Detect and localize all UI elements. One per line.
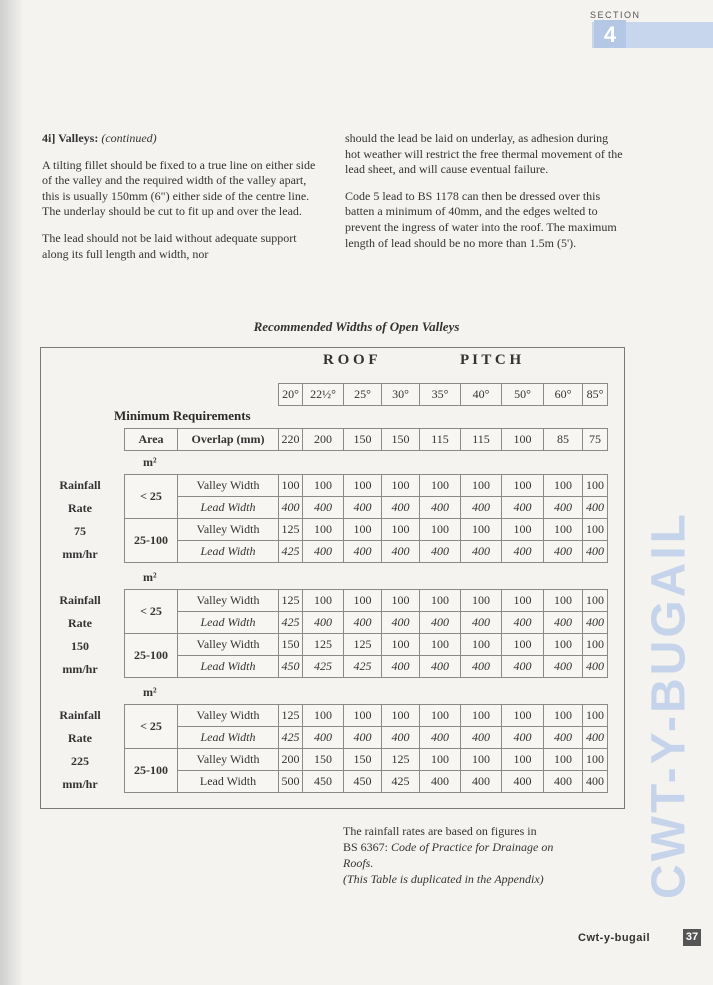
table-cell: 100 bbox=[382, 475, 420, 497]
table-cell: 400 bbox=[544, 771, 583, 793]
valley-width-label: Valley Width bbox=[178, 590, 279, 612]
table-cell: 100 bbox=[544, 475, 583, 497]
table-cell: 100 bbox=[420, 475, 461, 497]
table-cell: 400 bbox=[420, 612, 461, 634]
table-row bbox=[125, 519, 608, 541]
table-cell: 400 bbox=[502, 612, 544, 634]
table-cell: 100 bbox=[461, 475, 502, 497]
table-cell: 400 bbox=[502, 497, 544, 519]
table-cell: 400 bbox=[544, 727, 583, 749]
table-cell: 100 bbox=[420, 519, 461, 541]
heading-continued: (continued) bbox=[101, 131, 157, 145]
valley-width-label: Valley Width bbox=[178, 519, 279, 541]
table-footnote bbox=[343, 823, 613, 887]
rainfall-group-table bbox=[124, 589, 608, 678]
table-cell: 425 bbox=[279, 727, 303, 749]
overlap-cell: 115 bbox=[461, 429, 502, 451]
overlap-cell: 150 bbox=[382, 429, 420, 451]
overlap-row bbox=[125, 429, 608, 451]
rainfall-rate-label: Rainfall bbox=[59, 478, 101, 492]
section-label: SECTION bbox=[590, 10, 641, 20]
table-cell: 100 bbox=[544, 519, 583, 541]
pitch-cell: 50° bbox=[502, 384, 544, 406]
table-cell: 450 bbox=[279, 656, 303, 678]
table-cell: 100 bbox=[344, 705, 382, 727]
table-cell: 150 bbox=[279, 634, 303, 656]
table-cell: 100 bbox=[502, 519, 544, 541]
rainfall-rate-label: 225 bbox=[71, 753, 89, 768]
table-cell: 100 bbox=[382, 634, 420, 656]
table-cell: 100 bbox=[382, 590, 420, 612]
pitch-row bbox=[279, 384, 608, 406]
area-unit-label: m² bbox=[143, 570, 157, 584]
overlap-header: Overlap (mm) bbox=[178, 429, 279, 451]
rainfall-rate-label: mm/hr bbox=[62, 776, 98, 791]
table-cell: 425 bbox=[382, 771, 420, 793]
pitch-label: P I T C H bbox=[460, 352, 522, 368]
overlap-table bbox=[124, 428, 608, 451]
watermark-text: CWT-Y-BUGAIL bbox=[642, 511, 696, 899]
valley-width-label: Valley Width bbox=[178, 705, 279, 727]
pitch-header-table bbox=[278, 383, 608, 406]
rainfall-group-table bbox=[124, 474, 608, 563]
table-row bbox=[125, 749, 608, 771]
rainfall-rate-label: 150 bbox=[71, 638, 89, 653]
table-cell: 100 bbox=[502, 634, 544, 656]
table-cell: 450 bbox=[303, 771, 344, 793]
table-cell: 100 bbox=[382, 705, 420, 727]
table-cell: 400 bbox=[420, 727, 461, 749]
table-cell: 200 bbox=[279, 749, 303, 771]
heading-title: 4i] Valleys: bbox=[42, 131, 99, 145]
table-cell: 500 bbox=[279, 771, 303, 793]
lead-width-label: Lead Width bbox=[178, 612, 279, 634]
table-cell: 400 bbox=[502, 541, 544, 563]
table-row bbox=[125, 541, 608, 563]
table-cell: 100 bbox=[420, 634, 461, 656]
table-cell: 400 bbox=[303, 612, 344, 634]
overlap-cell: 100 bbox=[502, 429, 544, 451]
table-cell: 100 bbox=[461, 749, 502, 771]
table-cell: 400 bbox=[583, 727, 608, 749]
table-cell: 100 bbox=[544, 705, 583, 727]
table-cell: 400 bbox=[420, 771, 461, 793]
overlap-cell: 115 bbox=[420, 429, 461, 451]
footnote-appendix: (This Table is duplicated in the Appendix) bbox=[343, 872, 544, 886]
table-cell: 400 bbox=[344, 727, 382, 749]
paragraph: Code 5 lead to BS 1178 can then be dressed over this batten a minimum of 40mm, and the edges welted to prevent the ingress of water into the roof. The maximum length of lead should be no more than 1.5m (5'). bbox=[345, 188, 617, 250]
lead-width-label: Lead Width bbox=[178, 771, 279, 793]
table-cell: 400 bbox=[461, 771, 502, 793]
area-cell: 25-100 bbox=[125, 634, 178, 678]
valley-width-label: Valley Width bbox=[178, 634, 279, 656]
table-cell: 400 bbox=[461, 727, 502, 749]
table-cell: 100 bbox=[303, 590, 344, 612]
lead-width-label: Lead Width bbox=[178, 656, 279, 678]
table-row bbox=[125, 656, 608, 678]
table-cell: 100 bbox=[420, 705, 461, 727]
rainfall-rate-label: Rainfall bbox=[59, 593, 101, 607]
table-cell: 400 bbox=[502, 656, 544, 678]
pitch-cell: 20° bbox=[279, 384, 303, 406]
table-cell: 125 bbox=[279, 705, 303, 727]
table-row bbox=[125, 497, 608, 519]
area-unit-label: m² bbox=[143, 685, 157, 699]
pitch-cell: 85° bbox=[583, 384, 608, 406]
table-cell: 125 bbox=[303, 634, 344, 656]
area-cell: < 25 bbox=[125, 590, 178, 634]
table-cell: 400 bbox=[461, 541, 502, 563]
table-cell: 400 bbox=[583, 497, 608, 519]
table-cell: 100 bbox=[344, 519, 382, 541]
table-cell: 100 bbox=[461, 634, 502, 656]
table-title: Recommended Widths of Open Valleys bbox=[253, 319, 460, 334]
table-cell: 400 bbox=[344, 612, 382, 634]
footer-brand: Cwt-y-bugail bbox=[578, 932, 650, 944]
table-cell: 425 bbox=[344, 656, 382, 678]
section-number: 4 bbox=[594, 20, 626, 48]
table-cell: 400 bbox=[420, 497, 461, 519]
table-cell: 100 bbox=[502, 705, 544, 727]
lead-width-label: Lead Width bbox=[178, 727, 279, 749]
table-row bbox=[125, 727, 608, 749]
table-cell: 100 bbox=[544, 749, 583, 771]
paragraph: The lead should not be laid without adequate support along its full length and width, nor bbox=[42, 230, 297, 261]
rainfall-rate-label: Rate bbox=[68, 500, 92, 515]
table-cell: 400 bbox=[583, 541, 608, 563]
table-cell: 400 bbox=[502, 771, 544, 793]
table-cell: 100 bbox=[344, 590, 382, 612]
table-row bbox=[125, 590, 608, 612]
table-cell: 100 bbox=[303, 519, 344, 541]
table-cell: 400 bbox=[583, 612, 608, 634]
rainfall-rate-label: Rate bbox=[68, 615, 92, 630]
pitch-cell: 60° bbox=[544, 384, 583, 406]
table-cell: 100 bbox=[583, 519, 608, 541]
text-column-left bbox=[42, 131, 324, 273]
table-cell: 100 bbox=[583, 634, 608, 656]
table-cell: 100 bbox=[502, 749, 544, 771]
table-cell: 100 bbox=[461, 590, 502, 612]
roof-label: R O O F bbox=[323, 352, 378, 368]
pitch-cell: 35° bbox=[420, 384, 461, 406]
table-cell: 100 bbox=[583, 475, 608, 497]
table-cell: 100 bbox=[502, 590, 544, 612]
rainfall-rate-label: mm/hr bbox=[62, 546, 98, 561]
table-cell: 400 bbox=[461, 656, 502, 678]
table-cell: 400 bbox=[344, 497, 382, 519]
table-cell: 125 bbox=[344, 634, 382, 656]
table-cell: 400 bbox=[461, 612, 502, 634]
table-cell: 125 bbox=[382, 749, 420, 771]
table-cell: 425 bbox=[279, 612, 303, 634]
table-cell: 100 bbox=[420, 590, 461, 612]
table-cell: 100 bbox=[461, 705, 502, 727]
table-cell: 400 bbox=[344, 541, 382, 563]
rainfall-rate-label: mm/hr bbox=[62, 661, 98, 676]
table-cell: 400 bbox=[583, 771, 608, 793]
table-cell: 400 bbox=[303, 497, 344, 519]
footnote-line bbox=[343, 839, 613, 855]
table-cell: 100 bbox=[461, 519, 502, 541]
area-unit-label: m² bbox=[143, 455, 157, 469]
section-heading bbox=[42, 131, 324, 147]
table-row bbox=[125, 612, 608, 634]
rainfall-rate-label: 75 bbox=[74, 523, 86, 538]
table-cell: 125 bbox=[279, 590, 303, 612]
table-cell: 400 bbox=[382, 656, 420, 678]
table-cell: 100 bbox=[279, 475, 303, 497]
table-cell: 400 bbox=[382, 497, 420, 519]
rainfall-rate-label: Rainfall bbox=[59, 708, 101, 722]
table-cell: 425 bbox=[303, 656, 344, 678]
area-cell: 25-100 bbox=[125, 749, 178, 793]
pitch-cell: 22½° bbox=[303, 384, 344, 406]
overlap-cell: 200 bbox=[303, 429, 344, 451]
table-cell: 400 bbox=[303, 541, 344, 563]
rainfall-rate-label: Rate bbox=[68, 730, 92, 745]
minimum-requirements-label: Minimum Requirements bbox=[114, 408, 251, 423]
table-cell: 400 bbox=[382, 727, 420, 749]
paragraph: A tilting fillet should be fixed to a true line on either side of the valley and the required width of the valley apart, this is usually 150mm (6") either side of the centre line. The underlay should be cut to fit up and over the lead. bbox=[42, 157, 316, 219]
table-cell: 400 bbox=[544, 612, 583, 634]
table-cell: 400 bbox=[544, 497, 583, 519]
table-cell: 100 bbox=[303, 475, 344, 497]
table-cell: 400 bbox=[583, 656, 608, 678]
table-cell: 400 bbox=[382, 541, 420, 563]
page-gutter-shadow bbox=[0, 0, 22, 985]
table-cell: 125 bbox=[279, 519, 303, 541]
table-cell: 400 bbox=[544, 541, 583, 563]
table-cell: 100 bbox=[544, 634, 583, 656]
table-cell: 400 bbox=[382, 612, 420, 634]
area-cell: < 25 bbox=[125, 475, 178, 519]
table-cell: 100 bbox=[583, 749, 608, 771]
table-cell: 400 bbox=[420, 656, 461, 678]
lead-width-label: Lead Width bbox=[178, 541, 279, 563]
table-cell: 425 bbox=[279, 541, 303, 563]
table-cell: 100 bbox=[502, 475, 544, 497]
overlap-cell: 150 bbox=[344, 429, 382, 451]
table-cell: 400 bbox=[303, 727, 344, 749]
table-cell: 100 bbox=[583, 705, 608, 727]
lead-width-label: Lead Width bbox=[178, 497, 279, 519]
overlap-cell: 220 bbox=[279, 429, 303, 451]
valley-width-label: Valley Width bbox=[178, 475, 279, 497]
pitch-cell: 30° bbox=[382, 384, 420, 406]
table-cell: 100 bbox=[303, 705, 344, 727]
area-header: Area bbox=[125, 429, 178, 451]
text-column-right bbox=[345, 131, 625, 262]
footnote-standard: BS 6367: bbox=[343, 840, 389, 854]
paragraph: should the lead be laid on underlay, as adhesion during hot weather will restrict the free thermal movement of the lead sheet, and will cause eventual failure. bbox=[345, 131, 623, 177]
table-row bbox=[125, 771, 608, 793]
table-cell: 100 bbox=[382, 519, 420, 541]
overlap-cell: 75 bbox=[583, 429, 608, 451]
overlap-cell: 85 bbox=[544, 429, 583, 451]
table-cell: 400 bbox=[420, 541, 461, 563]
footnote-line: Roofs. bbox=[343, 856, 374, 870]
footnote-line: The rainfall rates are based on figures in bbox=[343, 824, 537, 838]
table-cell: 400 bbox=[461, 497, 502, 519]
area-cell: < 25 bbox=[125, 705, 178, 749]
table-cell: 150 bbox=[344, 749, 382, 771]
pitch-cell: 40° bbox=[461, 384, 502, 406]
table-cell: 450 bbox=[344, 771, 382, 793]
table-cell: 100 bbox=[544, 590, 583, 612]
valley-width-label: Valley Width bbox=[178, 749, 279, 771]
table-cell: 100 bbox=[420, 749, 461, 771]
area-cell: 25-100 bbox=[125, 519, 178, 563]
rainfall-group-table bbox=[124, 704, 608, 793]
table-cell: 400 bbox=[279, 497, 303, 519]
table-row bbox=[125, 475, 608, 497]
table-cell: 400 bbox=[502, 727, 544, 749]
table-cell: 100 bbox=[344, 475, 382, 497]
table-cell: 100 bbox=[583, 590, 608, 612]
table-row bbox=[125, 705, 608, 727]
footnote-code-title: Code of Practice for Drainage on bbox=[391, 840, 554, 854]
pitch-cell: 25° bbox=[344, 384, 382, 406]
page-number: 37 bbox=[683, 929, 701, 946]
table-cell: 150 bbox=[303, 749, 344, 771]
table-row bbox=[125, 634, 608, 656]
table-cell: 400 bbox=[544, 656, 583, 678]
